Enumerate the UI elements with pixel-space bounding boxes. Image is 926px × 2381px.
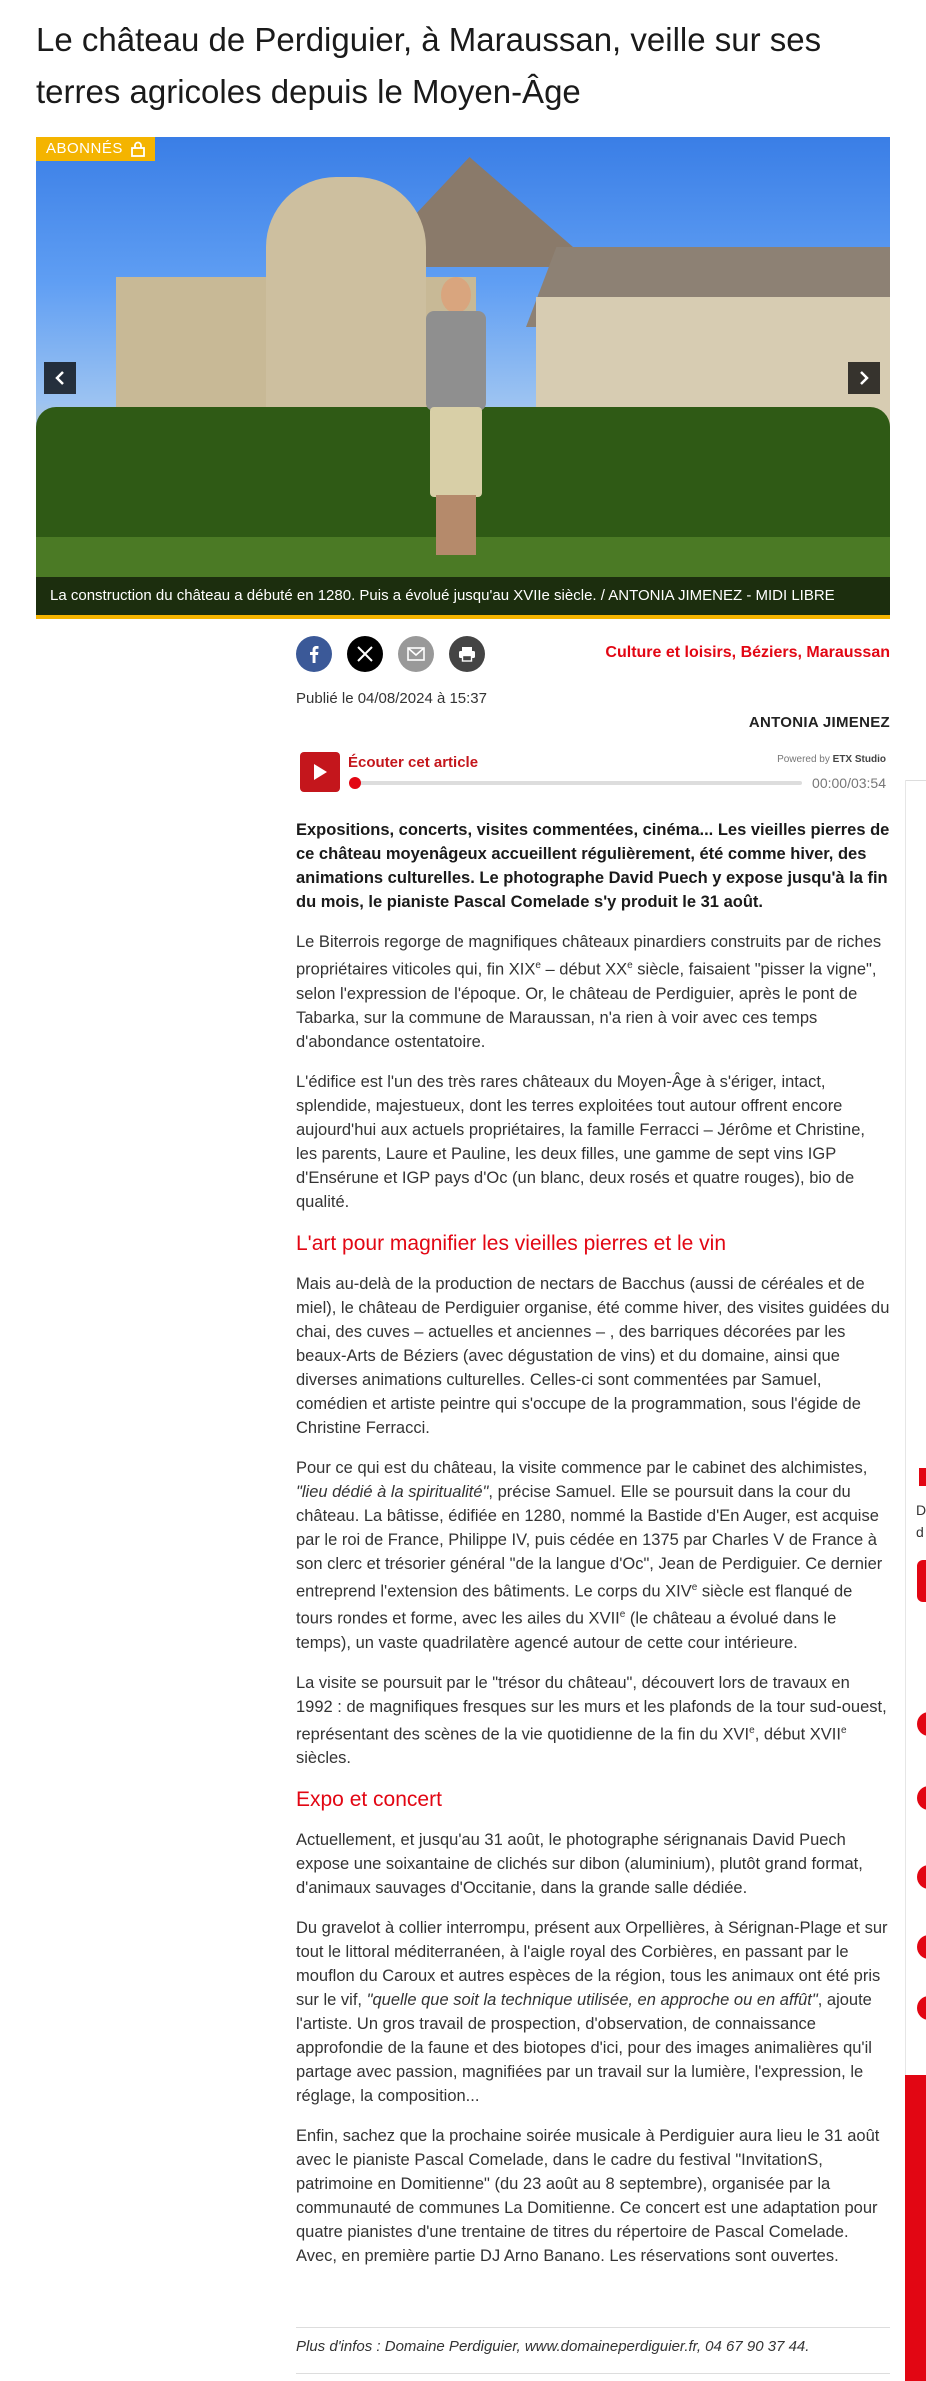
share-bar	[296, 636, 485, 672]
print-button[interactable]	[449, 636, 485, 672]
article-tags	[605, 644, 890, 662]
paragraph: L'édifice est l'un des très rares châteaux du Moyen-Âge à s'ériger, intact, splendide, majestueux, dont les terres exploitées tout autour offrent encore aujourd'hui aux actuels propriétaires, la famille Ferracci – Jérôme et Christine, les parents, Laure et Pauline, les deux filles, une gamme de sept vins IGP d'Ensérune et IGP pays d'Oc (un blanc, deux rosés et quatre rouges), bio de qualité.	[296, 1072, 865, 1211]
paragraph: Pour ce qui est du château, la visite commence par le cabinet des alchimistes, "lieu dédié à la spiritualité", précise Samuel. Elle se poursuit dans la cour du château. La bâtisse, édifiée en 1280, nommé la Bastide d'En Auger, est acquise par le roi de France, Philippe IV, puis cédée en 1375 par Charles V de France à son clerc et trésorier général "de la langue d'Oc", Jean de Perdiguier. Ce dernier entreprend l'extension des bâtiments. Le corps du XIVe siècle est flanqué de tours rondes et forme, avec les ailes du XVIIe (le château a évolué dans le temps), un vaste quadrilatère agencé autour de cette cour intérieure.	[296, 1458, 883, 1652]
facebook-icon	[309, 645, 319, 663]
subscriber-badge-label: ABONNÉS	[46, 140, 123, 157]
tag-separator: ,	[797, 644, 802, 661]
share-mail-button[interactable]	[398, 636, 434, 672]
chevron-right-icon	[858, 370, 870, 386]
play-button[interactable]	[300, 752, 340, 792]
powered-by	[777, 754, 886, 765]
lock-icon	[131, 141, 145, 157]
subscriber-badge	[36, 137, 155, 161]
paragraph: Le Biterrois regorge de magnifiques châteaux pinardiers construits par de riches propriétaires viticoles qui, fin XIXe – début XXe siècle, faisaient "pisser la vigne", selon l'expression de l'époque. Or, le château de Perdiguier, après le pont de Tabarka, sur la commune de Maraussan, n'a rien à voir avec ces temps d'abondance ostentatoire.	[296, 933, 882, 1051]
publish-date: Publié le 04/08/2024 à 15:37	[296, 690, 487, 707]
author-name[interactable]: ANTONIA JIMENEZ	[748, 714, 890, 731]
audio-progress-track[interactable]	[352, 781, 802, 785]
article-title: Le château de Perdiguier, à Maraussan, veille sur ses terres agricoles depuis le Moyen-Âge	[36, 21, 822, 110]
tag-link[interactable]: Béziers	[740, 644, 798, 661]
rail-button[interactable]	[917, 1560, 926, 1602]
article-body	[296, 818, 890, 2284]
rail-text: d	[916, 1524, 924, 1540]
x-icon	[356, 645, 374, 663]
audio-time: 00:00/03:54	[812, 775, 886, 791]
paragraph: Actuellement, et jusqu'au 31 août, le photographe sérignanais David Puech expose une soixantaine de clichés sur dibon (aluminium), plutôt grand format, d'animaux sauvages d'Occitanie, dans la grande salle dédiée.	[296, 1831, 863, 1897]
powered-by-brand: ETX Studio	[832, 754, 886, 765]
audio-progress-handle[interactable]	[349, 777, 361, 789]
carousel-prev-button[interactable]	[44, 362, 76, 394]
audio-player	[296, 748, 890, 798]
paragraph: Enfin, sachez que la prochaine soirée musicale à Perdiguier aura lieu le 31 août avec le pianiste Pascal Comelade, dans le cadre du festival "InvitationS, patrimoine en Domitienne" (du 23 août au 8 septembre), organisée par la communauté de communes La Domitienne. Ce concert est une adaptation pour quatre pianistes d'une trentaine de titres du répertoire de Pascal Comelade. Avec, en première partie DJ Arno Banano. Les réservations sont ouvertes.	[296, 2127, 880, 2265]
article-lead: Expositions, concerts, visites commentées, cinéma... Les vieilles pierres de ce château moyenâgeux accueillent régulièrement, été comme hiver, des animations culturelles. Le photographe David Puech y expose jusqu'à la fin du mois, le pianiste Pascal Comelade s'y produit le 31 août.	[296, 821, 890, 911]
paragraph: Du gravelot à collier interrompu, présent aux Orpellières, à Sérignan-Plage et sur tout le littoral méditerranéen, à l'aigle royal des Corbières, en passant par le mouflon du Caroux et autres espèces de la région, tous les animaux ont été pris sur le vif, "quelle que soit la technique utilisée, en approche ou en affût", ajoute l'artiste. Un gros travail de prospection, d'observation, de connaissance approfondie de la faune et des biotopes d'ici, pour des images animalières qu'il partage avec passion, magnifiées par un travail sur la lumière, l'expression, le réglage, la composition...	[296, 1919, 888, 2105]
paragraph: Mais au-delà de la production de nectars de Bacchus (aussi de céréales et de miel), le château de Perdiguier organise, été comme hiver, des visites guidées du chai, des cuves – actuelles et anciennes – , des barriques décorées par les beaux-Arts de Béziers (avec dégustation de vins) et du domaine, ainsi que diverses animations culturelles. Celles-ci sont commentées par Samuel, comédien et artiste peintre qui s'occupe de la programmation, sous l'égide de Christine Ferracci.	[296, 1274, 890, 1437]
play-icon	[312, 763, 328, 781]
photo-caption: La construction du château a débuté en 1280. Puis a évolué jusqu'au XVIIe siècle. / ANTONIA JIMENEZ - MIDI LIBRE	[36, 577, 890, 619]
photo-person	[416, 277, 496, 557]
chevron-left-icon	[54, 370, 66, 386]
rail-text: D	[916, 1502, 926, 1518]
tag-link[interactable]: Maraussan	[806, 644, 890, 661]
footer-divider-top	[296, 2327, 890, 2328]
rail-red-marker	[919, 1468, 926, 1486]
photo-carousel[interactable]	[36, 137, 890, 619]
tag-link[interactable]: Culture et loisirs	[605, 644, 732, 661]
section-heading: L'art pour magnifier les vieilles pierres et le vin	[296, 1231, 727, 1255]
mail-icon	[407, 647, 425, 661]
rail-promo-block[interactable]	[905, 2075, 926, 2381]
info-footer: Plus d'infos : Domaine Perdiguier, www.domaineperdiguier.fr, 04 67 90 37 44.	[296, 2338, 810, 2355]
share-x-button[interactable]	[347, 636, 383, 672]
print-icon	[458, 646, 476, 662]
paragraph: La visite se poursuit par le "trésor du château", découvert lors de travaux en 1992 : de magnifiques fresques sur les murs et les plafonds de la tour sud-ouest, représentant des scènes de la vie quotidienne de la fin du XVIe, début XVIIe siècles.	[296, 1673, 887, 1767]
footer-divider-bottom	[296, 2373, 890, 2374]
tag-separator: ,	[731, 644, 737, 661]
section-heading: Expo et concert	[296, 1788, 442, 1811]
carousel-next-button[interactable]	[848, 362, 880, 394]
share-facebook-button[interactable]	[296, 636, 332, 672]
listen-label[interactable]: Écouter cet article	[348, 754, 479, 771]
powered-by-text: Powered by	[777, 754, 830, 765]
